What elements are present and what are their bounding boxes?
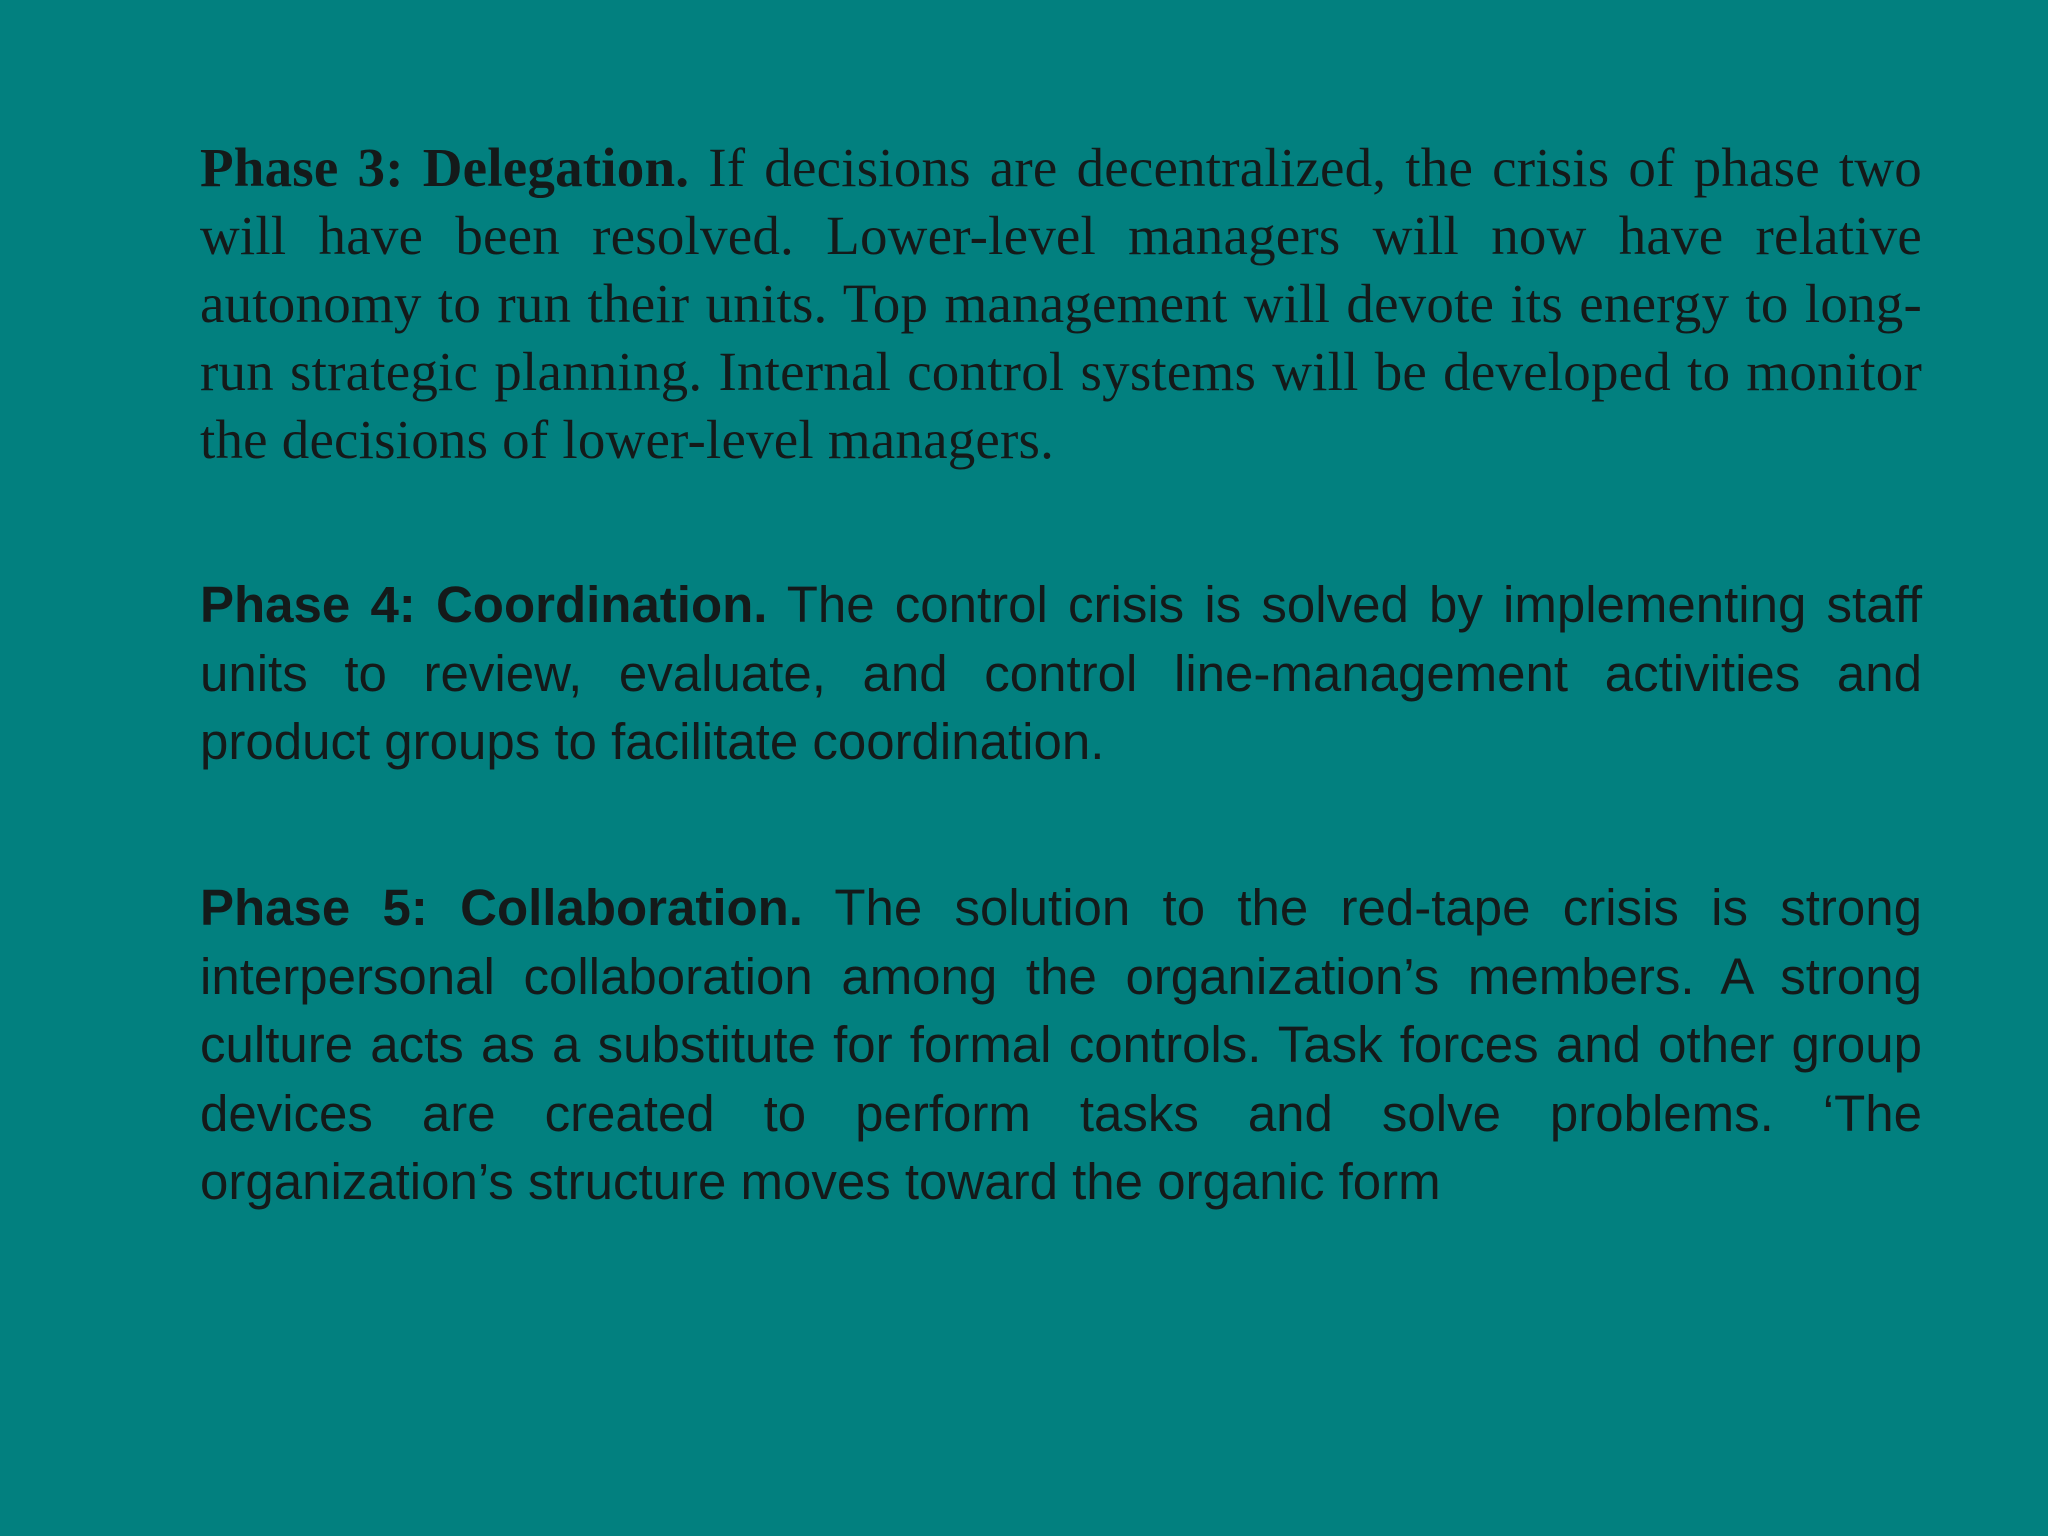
phase-4-paragraph: [200, 571, 1922, 777]
phase-4-heading: Phase 4: Coordination.: [200, 576, 768, 633]
phase-3-text: If decisions are decentralized, the crisis of phase two will have been resolved. Lower-level managers will now have relative autonomy to run their units. Top management will devote its energy to long-run strategic planning. Internal control systems will be developed to monitor the decisions of lower-level managers.: [200, 137, 1922, 470]
phase-5-text: The solution to the red-tape crisis is strong interpersonal collaboration among the organization’s members. A strong culture acts as a substitute for formal controls. Task forces and other group devices are created to perform tasks and solve problems. ‘The organization’s structure moves toward the organic form: [200, 879, 1922, 1210]
phase-4-text: The control crisis is solved by implementing staff units to review, evaluate, and control line-management activities and product groups to facilitate coordination.: [200, 576, 1922, 770]
phase-3-heading: Phase 3: Delegation.: [200, 137, 690, 198]
phase-5-heading: Phase 5: Collaboration.: [200, 879, 803, 936]
phase-5-paragraph: [200, 874, 1922, 1217]
phase-3-paragraph: [200, 134, 1922, 474]
